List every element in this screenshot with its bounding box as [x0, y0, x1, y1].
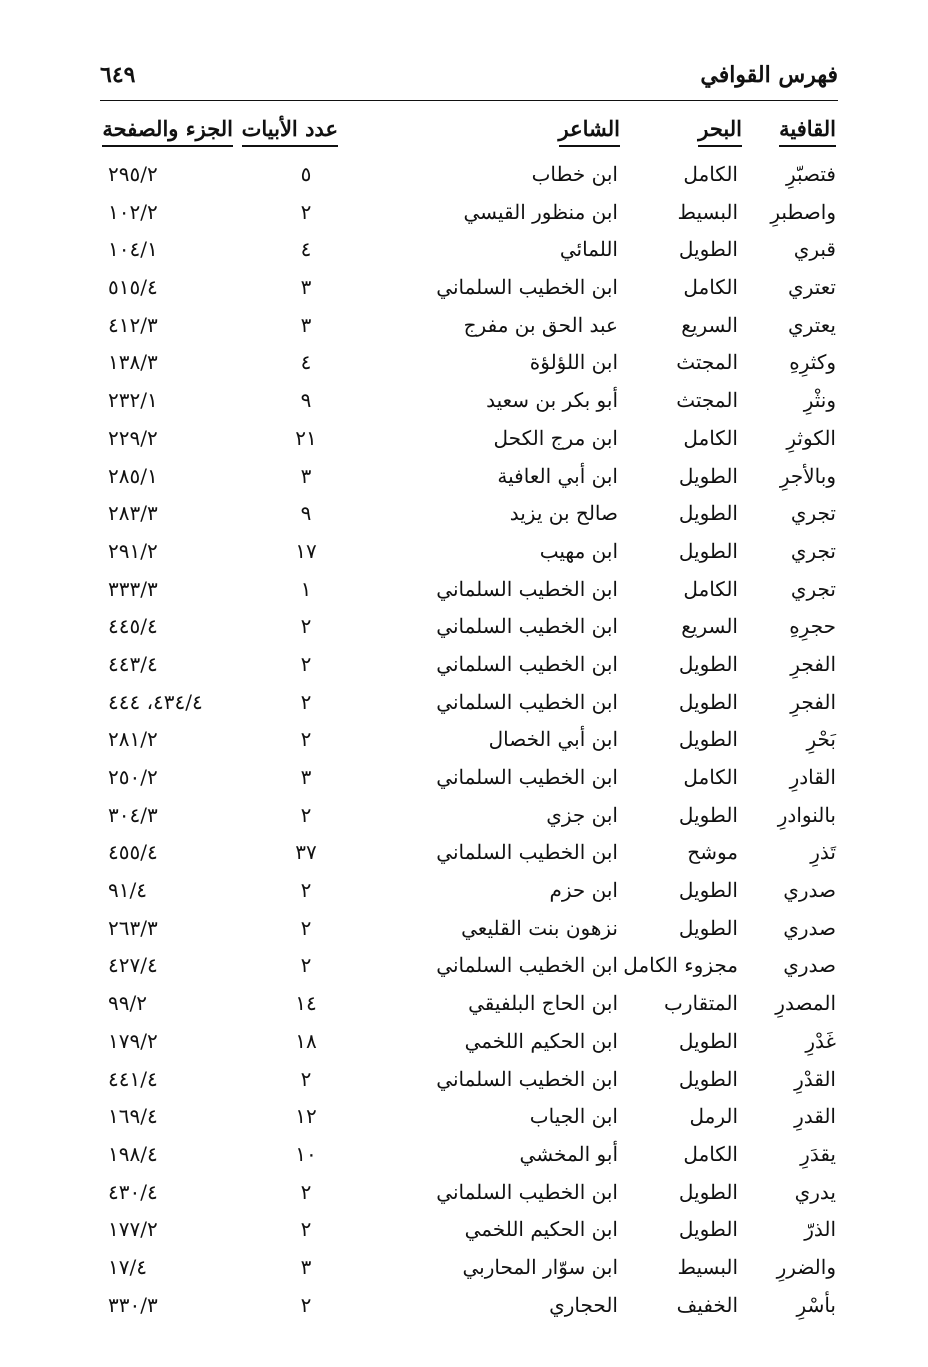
- meter-cell: الطويل: [678, 538, 738, 563]
- verse-count-cell: ٢: [300, 802, 312, 827]
- poet-cell: ابن مرج الكحل: [493, 425, 618, 450]
- table-row: [0, 497, 928, 535]
- poet-cell: ابن أبي العافية: [497, 463, 618, 488]
- table-row: [0, 346, 928, 384]
- table-row: [0, 1213, 928, 1251]
- poet-cell: ابن اللؤلؤة: [529, 350, 618, 375]
- column-header-verse-count-label: عدد الأبيات: [242, 116, 338, 147]
- part-page-cell: ٢٣٢/١: [108, 388, 158, 413]
- table-row: [0, 912, 928, 950]
- poet-cell: ابن الخطيب السلماني: [436, 953, 618, 978]
- rhyme-cell: الكوثرِ: [786, 425, 836, 450]
- meter-cell: الطويل: [678, 915, 738, 940]
- meter-cell: الكامل: [683, 162, 738, 186]
- meter-cell: الطويل: [678, 1066, 738, 1091]
- rhyme-cell: ونثْرِ: [803, 388, 836, 413]
- meter-cell: الطويل: [678, 501, 738, 526]
- rhyme-cell: صدري: [783, 878, 836, 903]
- rhyme-cell: والضررِ: [776, 1254, 836, 1279]
- poet-cell: ابن سوّار المحاربي: [462, 1254, 618, 1279]
- part-page-cell: ٤٤٥/٤: [108, 614, 158, 639]
- part-page-cell: ٣٣٣/٣: [108, 576, 158, 601]
- table-row: [0, 573, 928, 611]
- verse-count-cell: ١٨: [295, 1028, 317, 1053]
- poet-cell: أبو المخشي: [519, 1141, 618, 1166]
- column-header-poet-label: الشاعر: [559, 116, 620, 147]
- verse-count-cell: ١٧: [295, 538, 317, 563]
- rhyme-cell: القدرِ: [794, 1104, 836, 1129]
- poet-cell: الحجاري: [549, 1292, 618, 1317]
- part-page-cell: ١٠٢/٢: [108, 199, 158, 224]
- poet-cell: ابن الحكيم اللخمي: [464, 1217, 618, 1242]
- verse-count-cell: ٣: [300, 275, 312, 300]
- rhyme-cell: القادرِ: [789, 765, 836, 789]
- part-page-cell: ٢٥٠/٢: [108, 765, 158, 789]
- rhyme-cell: وكثرِهِ: [789, 350, 836, 375]
- part-page-cell: ١٠٤/١: [108, 237, 158, 262]
- verse-count-cell: ٣: [300, 1254, 312, 1279]
- table-row: [0, 761, 928, 799]
- rhyme-cell: القدْرِ: [794, 1066, 836, 1091]
- poet-cell: ابن أبي الخصال: [488, 727, 618, 752]
- rhyme-cell: تجري: [790, 576, 836, 601]
- verse-count-cell: ٢: [300, 689, 312, 714]
- table-row: [0, 1100, 928, 1138]
- meter-cell: الكامل: [683, 765, 738, 789]
- rhyme-cell: قبري: [793, 237, 836, 262]
- column-header-qafia-label: القافية: [779, 116, 836, 147]
- verse-count-cell: ٢: [300, 1179, 312, 1204]
- part-page-cell: ٥١٥/٤: [108, 275, 158, 300]
- rhyme-cell: وبالأجرِ: [779, 463, 836, 488]
- verse-count-cell: ٢: [300, 651, 312, 676]
- meter-cell: الطويل: [678, 727, 738, 752]
- part-page-cell: ١٧٧/٢: [108, 1217, 158, 1242]
- part-page-cell: ١٦٩/٤: [108, 1104, 158, 1129]
- column-header-poet: [559, 116, 620, 147]
- part-page-cell: ٢٨٥/١: [108, 463, 158, 488]
- table-row: [0, 686, 928, 724]
- part-page-cell: ٤٥٥/٤: [108, 840, 158, 865]
- header-divider: [100, 100, 838, 101]
- rhyme-cell: يعتري: [788, 312, 836, 337]
- verse-count-cell: ٩: [300, 501, 312, 526]
- part-page-cell: ٤٣٤/٤، ٤٤٤: [108, 689, 203, 714]
- table-row: [0, 1289, 928, 1327]
- part-page-cell: ١٣٨/٣: [108, 350, 158, 375]
- verse-count-cell: ٢: [300, 1292, 312, 1317]
- rhyme-cell: تجري: [790, 501, 836, 526]
- part-page-cell: ٤٤١/٤: [108, 1066, 158, 1091]
- part-page-cell: ٤٣٠/٤: [108, 1179, 158, 1204]
- verse-count-cell: ٢: [300, 727, 312, 752]
- verse-count-cell: ٢: [300, 915, 312, 940]
- meter-cell: الكامل: [683, 425, 738, 450]
- column-header-bahr: [698, 116, 742, 147]
- poet-cell: ابن الحاج البلفيقي: [468, 991, 618, 1016]
- table-row: [0, 1138, 928, 1176]
- part-page-cell: ٢٩٥/٢: [108, 162, 158, 186]
- rhyme-cell: فتصبّرِ: [785, 162, 836, 186]
- poet-cell: ابن جزي: [546, 802, 618, 827]
- index-table: [0, 158, 928, 1326]
- meter-cell: المجتث: [676, 388, 738, 413]
- page-number: ٦٤٩: [100, 62, 136, 88]
- poet-cell: ابن الخطيب السلماني: [436, 1066, 618, 1091]
- part-page-cell: ٢٨٣/٣: [108, 501, 158, 526]
- rhyme-cell: حجرِهِ: [789, 614, 836, 639]
- table-row: [0, 1025, 928, 1063]
- table-row: [0, 233, 928, 271]
- meter-cell: الطويل: [678, 878, 738, 903]
- poet-cell: ابن خطاب: [531, 162, 618, 186]
- rhyme-cell: صدري: [783, 915, 836, 940]
- part-page-cell: ٢٩١/٢: [108, 538, 158, 563]
- rhyme-cell: تعتري: [788, 275, 836, 300]
- meter-cell: الكامل: [683, 576, 738, 601]
- part-page-cell: ٤٢٧/٤: [108, 953, 158, 978]
- poet-cell: ابن الخطيب السلماني: [436, 576, 618, 601]
- part-page-cell: ١٩٨/٤: [108, 1141, 158, 1166]
- verse-count-cell: ٤: [300, 350, 312, 375]
- verse-count-cell: ٢: [300, 1217, 312, 1242]
- table-row: [0, 271, 928, 309]
- poet-cell: ابن الحكيم اللخمي: [464, 1028, 618, 1053]
- meter-cell: الطويل: [678, 689, 738, 714]
- verse-count-cell: ٣: [300, 463, 312, 488]
- meter-cell: المجتث: [676, 350, 738, 375]
- meter-cell: الخفيف: [676, 1292, 738, 1317]
- rhyme-cell: الذرّ: [804, 1217, 836, 1242]
- meter-cell: الكامل: [683, 275, 738, 300]
- table-row: [0, 196, 928, 234]
- table-row: [0, 384, 928, 422]
- meter-cell: مجزوء الكامل: [623, 953, 738, 978]
- rhyme-cell: الفجرِ: [790, 651, 836, 676]
- rhyme-cell: بالنوادرِ: [777, 802, 836, 827]
- rhyme-cell: المصدرِ: [775, 991, 836, 1016]
- table-row: [0, 648, 928, 686]
- verse-count-cell: ٢: [300, 953, 312, 978]
- part-page-cell: ٢٦٣/٣: [108, 915, 158, 940]
- verse-count-cell: ٢: [300, 614, 312, 639]
- table-row: [0, 535, 928, 573]
- verse-count-cell: ٤: [300, 237, 312, 262]
- meter-cell: الطويل: [678, 802, 738, 827]
- poet-cell: اللمائي: [559, 237, 618, 262]
- rhyme-cell: تجري: [790, 538, 836, 563]
- part-page-cell: ١٧/٤: [108, 1254, 147, 1279]
- column-header-bahr-label: البحر: [698, 116, 742, 147]
- meter-cell: الطويل: [678, 1217, 738, 1242]
- meter-cell: البسيط: [677, 1254, 738, 1279]
- meter-cell: الرمل: [689, 1104, 738, 1129]
- table-row: [0, 874, 928, 912]
- rhyme-cell: الفجرِ: [790, 689, 836, 714]
- column-header-part-page: [102, 116, 233, 147]
- meter-cell: الطويل: [678, 1028, 738, 1053]
- table-row: [0, 799, 928, 837]
- poet-cell: صالح بن يزيد: [509, 501, 618, 526]
- rhyme-cell: يدري: [794, 1179, 836, 1204]
- meter-cell: السريع: [681, 614, 738, 639]
- poet-cell: ابن حزم: [549, 878, 618, 903]
- rhyme-cell: تَذرِ: [810, 840, 836, 865]
- verse-count-cell: ٣٧: [295, 840, 317, 865]
- part-page-cell: ٤١٢/٣: [108, 312, 158, 337]
- rhyme-cell: غَدْرِ: [805, 1028, 836, 1053]
- verse-count-cell: ١: [300, 576, 312, 601]
- verse-count-cell: ٣: [300, 765, 312, 789]
- column-header-qafia: [779, 116, 836, 147]
- verse-count-cell: ٩: [300, 388, 312, 413]
- verse-count-cell: ٣: [300, 312, 312, 337]
- meter-cell: الطويل: [678, 1179, 738, 1204]
- verse-count-cell: ٢١: [295, 425, 317, 450]
- poet-cell: ابن الخطيب السلماني: [436, 275, 618, 300]
- poet-cell: ابن مهيب: [539, 538, 618, 563]
- meter-cell: موشح: [687, 840, 738, 865]
- table-row: [0, 1063, 928, 1101]
- part-page-cell: ٣٣٠/٣: [108, 1292, 158, 1317]
- part-page-cell: ٢٢٩/٢: [108, 425, 158, 450]
- part-page-cell: ٩١/٤: [108, 878, 147, 903]
- poet-cell: ابن الخطيب السلماني: [436, 689, 618, 714]
- verse-count-cell: ١٢: [295, 1104, 317, 1129]
- poet-cell: ابن الخطيب السلماني: [436, 614, 618, 639]
- table-row: [0, 1176, 928, 1214]
- poet-cell: عبد الحق بن مفرج: [463, 312, 618, 337]
- poet-cell: ابن الخطيب السلماني: [436, 840, 618, 865]
- part-page-cell: ٣٠٤/٣: [108, 802, 158, 827]
- meter-cell: الطويل: [678, 651, 738, 676]
- verse-count-cell: ١٤: [295, 991, 317, 1016]
- meter-cell: الكامل: [683, 1141, 738, 1166]
- table-row: [0, 949, 928, 987]
- poet-cell: ابن الخطيب السلماني: [436, 1179, 618, 1204]
- poet-cell: نزهون بنت القليعي: [461, 915, 618, 940]
- table-row: [0, 309, 928, 347]
- verse-count-cell: ٢: [300, 1066, 312, 1091]
- poet-cell: ابن الجياب: [529, 1104, 618, 1129]
- column-header-part-page-label: الجزء والصفحة: [102, 116, 233, 147]
- poet-cell: أبو بكر بن سعيد: [486, 388, 618, 413]
- column-header-verse-count: [242, 116, 338, 147]
- meter-cell: البسيط: [677, 199, 738, 224]
- part-page-cell: ٢٨١/٢: [108, 727, 158, 752]
- table-row: [0, 836, 928, 874]
- table-row: [0, 610, 928, 648]
- poet-cell: ابن منظور القيسي: [463, 199, 618, 224]
- table-row: [0, 987, 928, 1025]
- verse-count-cell: ١٠: [295, 1141, 317, 1166]
- table-row: [0, 158, 928, 196]
- table-row: [0, 460, 928, 498]
- rhyme-cell: واصطبرِ: [770, 199, 836, 224]
- poet-cell: ابن الخطيب السلماني: [436, 651, 618, 676]
- rhyme-cell: يقدَرِ: [800, 1141, 836, 1166]
- meter-cell: السريع: [681, 312, 738, 337]
- table-row: [0, 422, 928, 460]
- rhyme-cell: بَحْرِ: [806, 727, 836, 752]
- table-row: [0, 723, 928, 761]
- meter-cell: الطويل: [678, 463, 738, 488]
- page-title: فهرس القوافي: [700, 62, 838, 88]
- meter-cell: المتقارب: [664, 991, 738, 1016]
- poet-cell: ابن الخطيب السلماني: [436, 765, 618, 789]
- verse-count-cell: ٢: [300, 878, 312, 903]
- part-page-cell: ٤٤٣/٤: [108, 651, 158, 676]
- part-page-cell: ٩٩/٢: [108, 991, 147, 1016]
- table-row: [0, 1251, 928, 1289]
- verse-count-cell: ٢: [300, 199, 312, 224]
- meter-cell: الطويل: [678, 237, 738, 262]
- verse-count-cell: ٥: [300, 162, 312, 186]
- rhyme-cell: صدري: [783, 953, 836, 978]
- part-page-cell: ١٧٩/٢: [108, 1028, 158, 1053]
- rhyme-cell: بأسْرِ: [796, 1292, 836, 1317]
